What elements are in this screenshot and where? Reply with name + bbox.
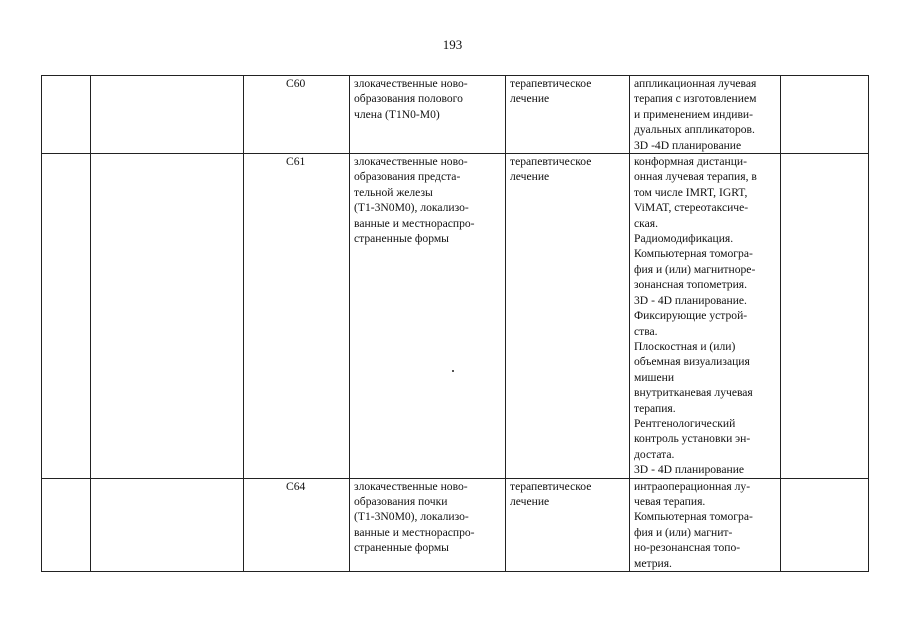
table-row — [42, 154, 869, 479]
diagnosis-text-line: образования полового — [354, 92, 463, 106]
page-number: 193 — [442, 37, 463, 52]
treatment-method-line: терапия. — [634, 401, 676, 415]
treatment-type-line: лечение — [510, 494, 550, 508]
treatment-method-line: Компьютерная томогра- — [634, 510, 753, 524]
treatment-method-line: ская. — [634, 216, 658, 230]
diagnosis-text-line: ванные и местнораспро- — [354, 525, 475, 539]
diagnosis-text-line: (T1-3N0M0), локализо- — [354, 201, 469, 215]
diagnosis-code-cell — [244, 76, 350, 154]
diagnosis-code: C60 — [286, 77, 306, 90]
treatment-table — [41, 75, 869, 572]
treatment-method-line: онная лучевая терапия, в — [634, 170, 757, 184]
treatment-type-line: терапевтическое — [510, 479, 592, 493]
diagnosis-description-cell — [350, 478, 506, 571]
treatment-method-line: Радиомодификация. — [634, 232, 734, 246]
diagnosis-text-line: злокачественные ново- — [354, 479, 468, 493]
treatment-method-line: 3D -4D планирование — [634, 138, 742, 152]
treatment-method-line: фия и (или) магнитноре- — [634, 262, 756, 276]
empty-cell — [781, 76, 869, 154]
diagnosis-text-line: страненные формы — [354, 541, 449, 555]
diagnosis-code: C64 — [286, 479, 306, 493]
treatment-method-line: чевая терапия. — [634, 494, 706, 508]
diagnosis-text-line: образования почки — [354, 494, 448, 508]
table-row — [42, 76, 869, 154]
treatment-type-cell — [506, 478, 630, 571]
empty-cell — [42, 154, 91, 479]
diagnosis-text-line: (T1-3N0M0), локализо- — [354, 510, 469, 524]
treatment-method-line: ViMAT, стереотаксиче- — [634, 201, 749, 215]
empty-cell — [42, 76, 91, 154]
treatment-method-line: достата. — [634, 447, 675, 461]
treatment-method-line: Компьютерная томогра- — [634, 247, 753, 261]
diagnosis-code-cell — [244, 154, 350, 479]
empty-cell — [781, 154, 869, 479]
diagnosis-text-line: ванные и местнораспро- — [354, 216, 475, 230]
treatment-method-line: ства. — [634, 324, 658, 338]
diagnosis-code: C61 — [286, 155, 306, 169]
treatment-method-line: интраоперационная лу- — [634, 479, 751, 493]
treatment-method-line: метрия. — [634, 556, 672, 570]
treatment-method-line: Фиксирующие устрой- — [634, 309, 748, 323]
diagnosis-text-line: страненные формы — [354, 232, 449, 246]
scan-speck — [452, 370, 454, 372]
treatment-method-line: фия и (или) магнит- — [634, 525, 733, 539]
treatment-method-cell — [630, 76, 781, 154]
treatment-method-line: и применением индиви- — [634, 107, 753, 121]
treatment-type-cell — [506, 76, 630, 154]
treatment-method-cell — [630, 478, 781, 571]
treatment-method-line: 3D - 4D планирование. — [634, 293, 747, 307]
diagnosis-text-line: злокачественные ново- — [354, 155, 468, 169]
treatment-method-line: 3D - 4D планирование — [634, 463, 745, 477]
treatment-method-line: мишени — [634, 370, 675, 384]
treatment-type-cell — [506, 154, 630, 479]
treatment-method-line: дуальных аппликаторов. — [634, 123, 755, 137]
empty-cell — [91, 154, 244, 479]
table-body — [42, 76, 869, 572]
diagnosis-text-line: члена (T1N0-M0) — [354, 107, 440, 121]
treatment-method-line: Рентгенологический — [634, 416, 736, 430]
treatment-method-line: Плоскостная и (или) — [634, 339, 736, 353]
treatment-type-line: лечение — [510, 92, 550, 106]
diagnosis-description-cell — [350, 154, 506, 479]
treatment-type-line: терапевтическое — [510, 155, 592, 169]
table-row — [42, 478, 869, 571]
diagnosis-text-line: образования предста- — [354, 170, 461, 184]
empty-cell — [91, 478, 244, 571]
treatment-method-line: объемная визуализация — [634, 355, 750, 369]
treatment-type-line: терапевтическое — [510, 77, 592, 90]
treatment-method-line: но-резонансная топо- — [634, 541, 741, 555]
diagnosis-text-line: тельной железы — [354, 185, 433, 199]
empty-cell — [781, 478, 869, 571]
treatment-method-line: внутритканевая лучевая — [634, 386, 753, 400]
treatment-method-cell — [630, 154, 781, 479]
diagnosis-code-cell — [244, 478, 350, 571]
treatment-method-line: том числе IMRT, IGRT, — [634, 185, 748, 199]
treatment-method-line: терапия с изготовлением — [634, 92, 757, 106]
treatment-method-line: зонансная топометрия. — [634, 278, 748, 292]
diagnosis-text-line: злокачественные ново- — [354, 77, 468, 90]
treatment-method-line: аппликационная лучевая — [634, 77, 757, 90]
diagnosis-description-cell — [350, 76, 506, 154]
treatment-method-line: конформная дистанци- — [634, 155, 747, 169]
treatment-type-line: лечение — [510, 170, 550, 184]
empty-cell — [42, 478, 91, 571]
empty-cell — [91, 76, 244, 154]
treatment-method-line: контроль установки эн- — [634, 432, 751, 446]
